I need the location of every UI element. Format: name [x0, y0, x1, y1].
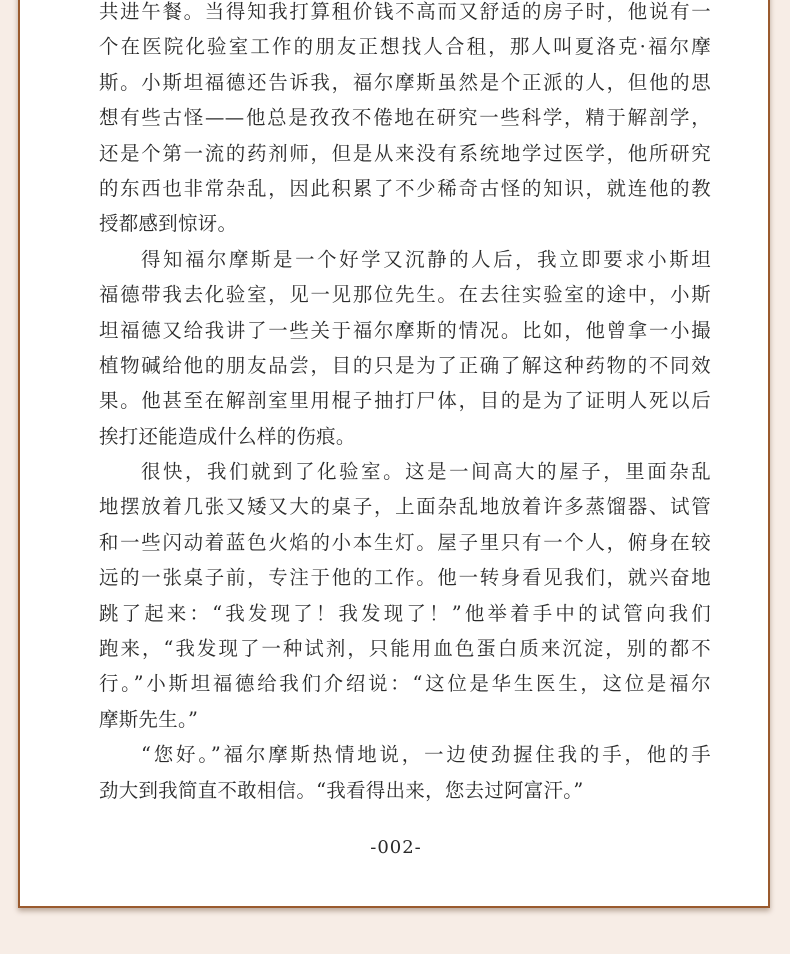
text-line: 想有些古怪——他总是孜孜不倦地在研究一些科学，精于解剖学，: [99, 106, 711, 130]
text-line: 和一些闪动着蓝色火焰的小本生灯。屋子里只有一个人，俯身在较: [99, 530, 711, 554]
text-line: 的东西也非常杂乱，因此积累了不少稀奇古怪的知识，就连他的教: [99, 176, 711, 200]
text-line: 还是个第一流的药剂师，但是从来没有系统地学过医学，他所研究: [99, 141, 711, 165]
text-line: “您好。”福尔摩斯热情地说，一边使劲握住我的手，他的手: [141, 743, 711, 767]
paragraph: [99, 242, 711, 454]
text-line: 植物碱给他的朋友品尝，目的只是为了正确了解这种药物的不同效: [99, 353, 711, 377]
text-line: 共进午餐。当得知我打算租价钱不高而又舒适的房子时，他说有一: [99, 0, 711, 23]
text-line: 劲大到我简直不敢相信。“我看得出来，您去过阿富汗。”: [99, 778, 584, 802]
text-line: 授都感到惊讶。: [99, 212, 238, 236]
text-line: 摩斯先生。”: [99, 707, 199, 731]
paragraph: [99, 0, 711, 242]
paragraph: [99, 737, 711, 808]
page-number: -002-: [370, 837, 422, 858]
text-line: 地摆放着几张又矮又大的桌子，上面杂乱地放着许多蒸馏器、试管: [99, 495, 711, 519]
text-line: 坦福德又给我讲了一些关于福尔摩斯的情况。比如，他曾拿一小撮: [99, 318, 711, 342]
text-line: 福德带我去化验室，见一见那位先生。在去往实验室的途中，小斯: [99, 283, 711, 307]
text-line: 斯。小斯坦福德还告诉我，福尔摩斯虽然是个正派的人，但他的思: [99, 70, 711, 94]
text-line: 果。他甚至在解剖室里用棍子抽打尸体，目的是为了证明人死以后: [99, 389, 711, 413]
text-line: 挨打还能造成什么样的伤痕。: [99, 424, 356, 448]
text-line: 行。”小斯坦福德给我们介绍说：“这位是华生医生，这位是福尔: [99, 672, 711, 696]
book-page: [18, 0, 770, 908]
text-line: 跳了起来：“我发现了！我发现了！”他举着手中的试管向我们: [99, 601, 711, 625]
text-line: 跑来，“我发现了一种试剂，只能用血色蛋白质来沉淀，别的都不: [99, 637, 711, 661]
text-line: 个在医院化验室工作的朋友正想找人合租，那人叫夏洛克·福尔摩: [99, 35, 711, 59]
text-line: 很快，我们就到了化验室。这是一间高大的屋子，里面杂乱: [141, 460, 711, 484]
text-line: 远的一张桌子前，专注于他的工作。他一转身看见我们，就兴奋地: [99, 566, 711, 590]
body-text: [99, 0, 711, 808]
paragraph: [99, 454, 711, 737]
text-line: 得知福尔摩斯是一个好学又沉静的人后，我立即要求小斯坦: [141, 247, 711, 271]
